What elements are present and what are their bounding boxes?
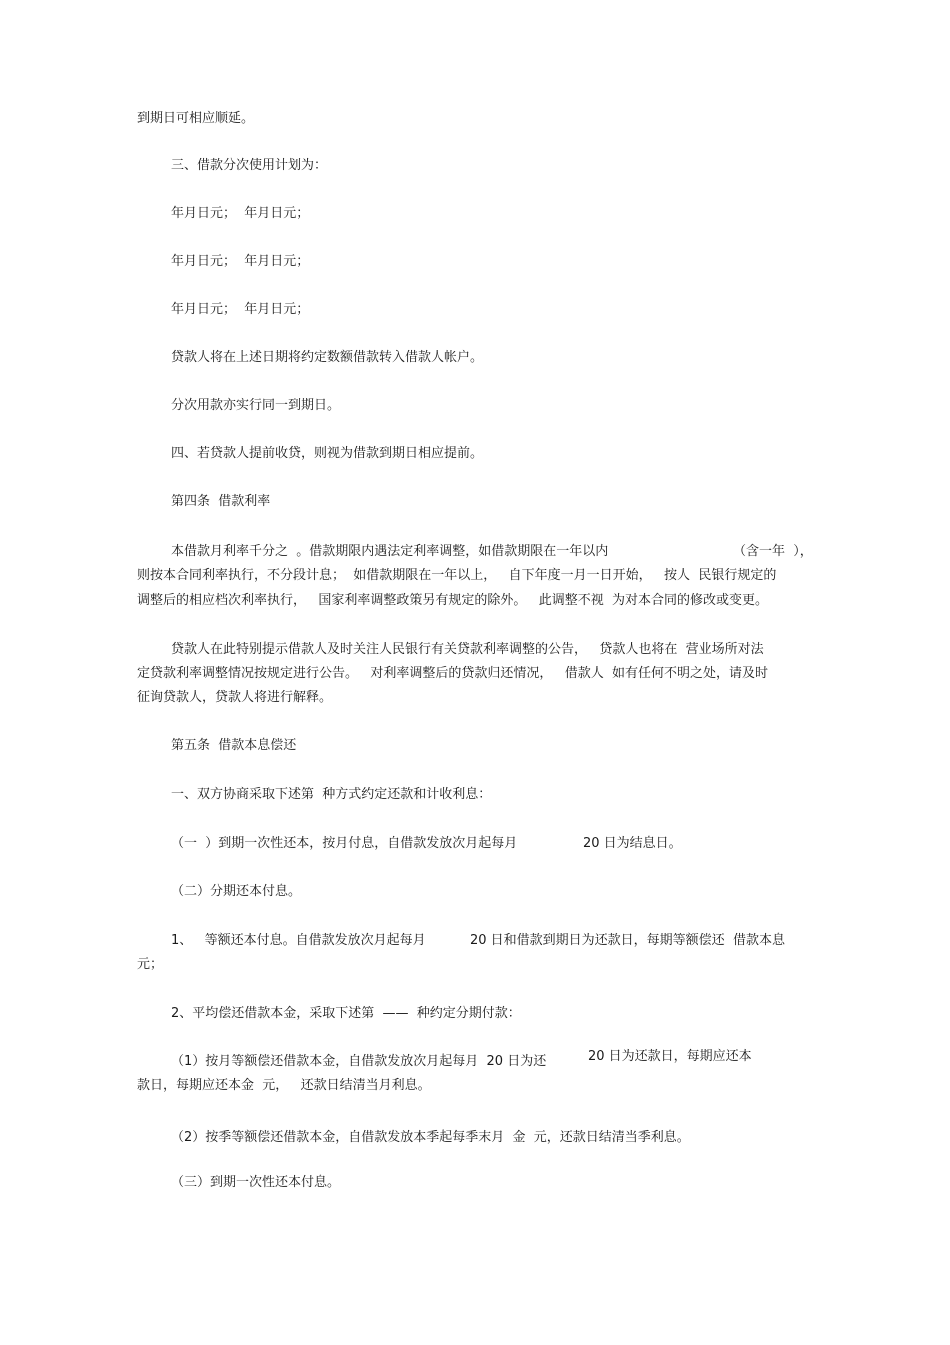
text-line: 贷款人将在上述日期将约定数额借款转入借款人帐户。 xyxy=(171,350,484,365)
text-line: 2、平均偿还借款本金，采取下述第 —— 种约定分期付款： xyxy=(171,1006,521,1021)
plan-line: 年月日元； 年月日元； xyxy=(171,254,310,269)
text-line: 四、若贷款人提前收贷，则视为借款到期日相应提前。 xyxy=(171,446,484,461)
text-line: 20 日和借款到期日为还款日，每期等额偿还 借款本息 xyxy=(470,933,785,948)
text-line: 本借款月利率千分之 。借款期限内遇法定利率调整，如借款期限在一年以内 xyxy=(171,544,609,559)
text-line: 20 日为还款日，每期应还本 xyxy=(588,1049,752,1064)
text-line: 20 日为结息日。 xyxy=(583,836,682,851)
text-line: 则按本合同利率执行，不分段计息； 如借款期限在一年以上， 自下年度一月一日开始， 按人 民银行规定的 xyxy=(137,568,777,583)
text-line: 分次用款亦实行同一到期日。 xyxy=(171,398,341,413)
text-line: （含一年 ）， xyxy=(733,544,813,559)
text-line: 调整后的相应档次利率执行， 国家利率调整政策另有规定的除外。 此调整不视 为对本合同的修改或变更。 xyxy=(137,593,769,608)
article-heading: 第五条 借款本息偿还 xyxy=(171,738,297,753)
text-line: 款日，每期应还本金 元， 还款日结清当月利息。 xyxy=(137,1078,431,1093)
text-line: 一、双方协商采取下述第 种方式约定还款和计收利息： xyxy=(171,787,492,802)
text-line: 征询贷款人，贷款人将进行解释。 xyxy=(137,690,333,705)
text-line: （1）按月等额偿还借款本金，自借款发放次月起每月 20 日为还 xyxy=(171,1054,547,1069)
text-line: （2）按季等额偿还借款本金，自借款发放本季起每季末月 金 元，还款日结清当季利息。 xyxy=(171,1130,690,1145)
text-line: 定贷款利率调整情况按规定进行公告。 对利率调整后的贷款归还情况， 借款人 如有任何不明之处，请及时 xyxy=(137,666,769,681)
text-line: （二）分期还本付息。 xyxy=(171,884,302,899)
text-line: （三）到期一次性还本付息。 xyxy=(171,1175,341,1190)
text-line: 贷款人在此特别提示借款人及时关注人民银行有关贷款利率调整的公告， 贷款人也将在 营业场所对法 xyxy=(171,642,764,657)
plan-line: 年月日元； 年月日元； xyxy=(171,206,310,221)
text-line: 到期日可相应顺延。 xyxy=(137,111,255,126)
text-line: （一 ）到期一次性还本，按月付息，自借款发放次月起每月 xyxy=(171,836,518,851)
plan-line: 年月日元； 年月日元； xyxy=(171,302,310,317)
text-line: 1、 等额还本付息。自借款发放次月起每月 xyxy=(171,933,426,948)
text-line: 元； xyxy=(137,957,164,972)
article-heading: 第四条 借款利率 xyxy=(171,494,271,509)
section-heading: 三、借款分次使用计划为： xyxy=(171,158,328,173)
